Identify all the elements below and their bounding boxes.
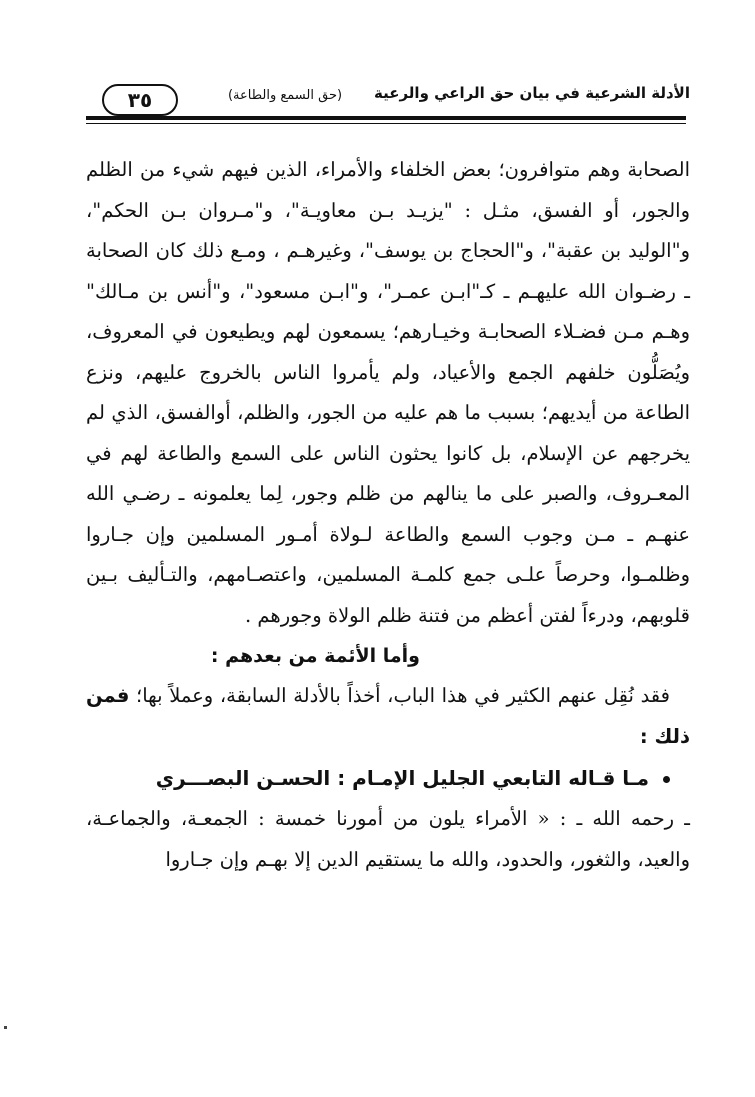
running-book-title: الأدلة الشرعية في بيان حق الراعي والرعية xyxy=(374,84,690,102)
section-subheading: وأما الأئمة من بعدهم : xyxy=(210,645,420,667)
body-paragraph xyxy=(86,676,690,757)
header-rule-thick xyxy=(86,116,686,120)
body-paragraph: ـ رحمه الله ـ : « الأمراء يلون من أمورنا خمسة : الجمعـة، والجماعـة، والعيد، والثغور، والحدود، والله ما يستقيم الدين إلا بهـم وإن جـاروا xyxy=(86,807,690,871)
paragraph-text: فقد نُقِل عنهم الكثير في هذا الباب، أخذاً بالأدلة السابقة، وعملاً بها؛ xyxy=(136,684,670,707)
page-body xyxy=(86,150,690,880)
bullet-heading xyxy=(86,757,690,799)
inline-bold-lead: فمن ذلك : xyxy=(86,684,690,748)
body-paragraph: الصحابة وهم متوافرون؛ بعض الخلفاء والأمراء، الذين فيهم شيء من الظلم والجور، أو الفسق، مثـل : "يزيـد بـن معاويـة"، و"مـروان بـن الحكم"، و"الوليد بن عقبة"، و"الحجاج بن يوسف"، وغيرهـم ، ومـع ذلك كان الصحابة ـ رضـوان الله عليهـم ـ كـ"ابـن عمـر"، و"ابـن مسعود"، و"أنس بن مـالك" وهـم مـن فضـلاء الصحابـة وخيـارهم؛ يسمعون لهم ويطيعون في المعروف، ويُصَلُّون خلفهم الجمع والأعياد، ولم يأمروا الناس بالخروج عليهم، ونزع الطاعة من أيديهم؛ بسبب ما هم عليه من الجور، والظلم، أوالفسق، الذي لم يخرجهم عن الإسلام، بل كانوا يحثون الناس على السمع والطاعة لهم في المعـروف، والصبر على ما ينالهم من ظلم وجور، لِما يعلمونه ـ رضـي الله عنهـم ـ مـن وجوب السمع والطاعة لـولاة أمـور المسلمين وإن جـاروا وظلمـوا، وحرصاً علـى جمع كلمـة المسلمين، واعتصـامهم، والتـأليف بـين قلوبهم، ودرءاً لفتن أعظم من فتنة ظلم الولاة وجورهم . xyxy=(86,158,690,627)
bullet-heading-text: مـا قـاله التابعي الجليل الإمـام : الحسـن البصـــري xyxy=(155,766,649,790)
running-section-title: (حق السمع والطاعة) xyxy=(227,88,343,103)
page-number-badge: ٣٥ xyxy=(102,84,178,116)
page-header xyxy=(90,72,690,118)
bullet-icon xyxy=(663,776,670,783)
header-rule-thin xyxy=(86,123,686,124)
scan-speck xyxy=(4,1026,7,1029)
